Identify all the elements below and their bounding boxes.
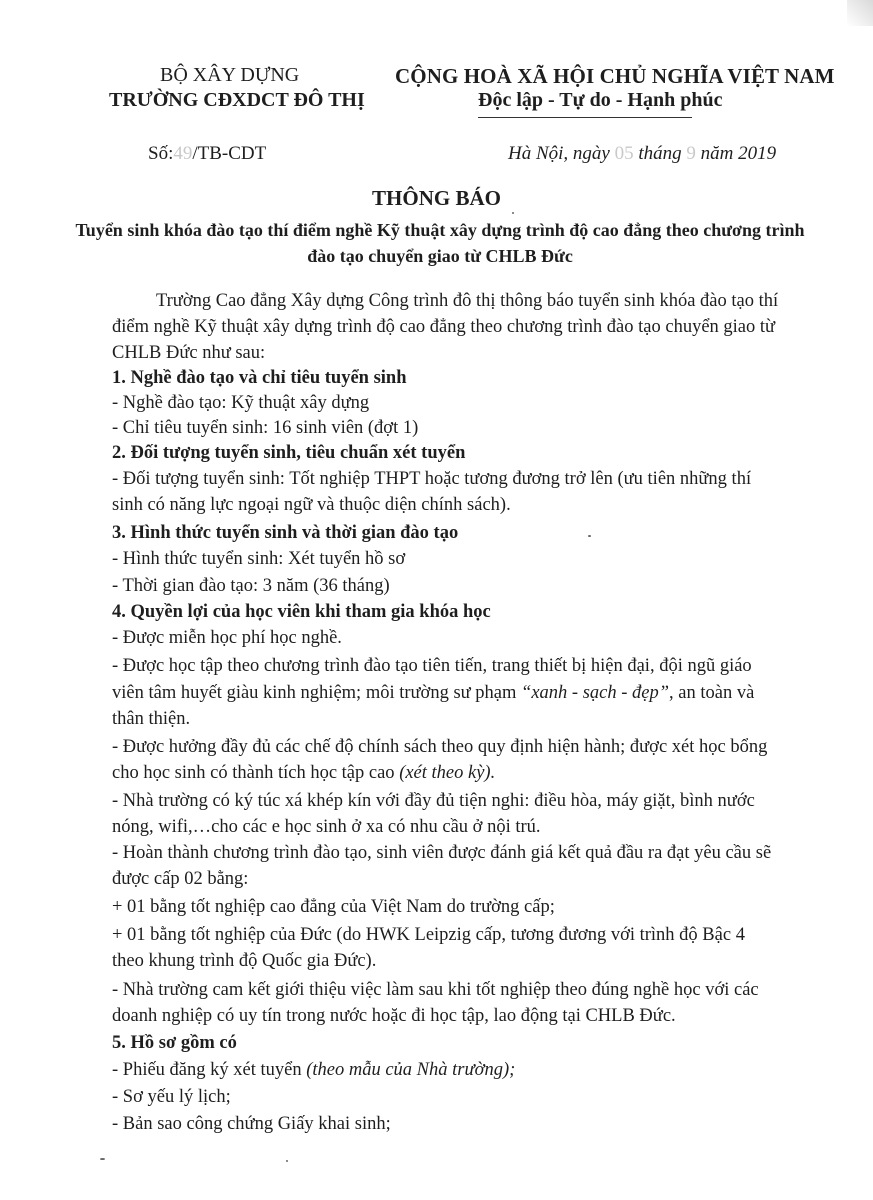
- body-line: nóng, wifi,…cho các e học sinh ở xa có nhu cầu ở nội trú.: [112, 817, 541, 837]
- intro-line: điểm nghề Kỹ thuật xây dựng trình độ cao đẳng theo chương trình đào tạo chuyển giao từ: [112, 317, 776, 337]
- body-line: sinh có năng lực ngoại ngữ và thuộc diện chính sách).: [112, 495, 511, 515]
- intro-line: CHLB Đức như sau:: [112, 343, 266, 363]
- doc-no-suffix: /TB-CDT: [192, 143, 267, 164]
- school-name: TRƯỜNG CĐXDCT ĐÔ THỊ: [109, 89, 365, 111]
- body-line: thân thiện.: [112, 709, 191, 729]
- body-line: - Thời gian đào tạo: 3 năm (36 tháng): [112, 576, 390, 596]
- slogan-text: “xanh - sạch - đẹp”: [521, 683, 670, 703]
- national-motto: Độc lập - Tự do - Hạnh phúc: [478, 89, 723, 111]
- body-line: theo khung trình độ Quốc gia Đức).: [112, 951, 377, 971]
- date-day: 05: [614, 143, 634, 164]
- date-year: năm 2019: [700, 143, 777, 164]
- body-line: [112, 763, 495, 784]
- date-prefix: Hà Nội, ngày: [508, 143, 610, 164]
- body-line: - Đối tượng tuyển sinh: Tốt nghiệp THPT hoặc tương đương trở lên (ưu tiên những thí: [112, 469, 752, 489]
- body-line: - Được hưởng đầy đủ các chế độ chính sách theo quy định hiện hành; được xét học bổng: [112, 737, 768, 757]
- scan-speck: [100, 1158, 105, 1160]
- text-run: - Phiếu đăng ký xét tuyển: [112, 1060, 307, 1080]
- body-line: [112, 1060, 515, 1081]
- scan-speck: [512, 212, 514, 214]
- body-line: được cấp 02 bằng:: [112, 869, 249, 889]
- body-line: - Hoàn thành chương trình đào tạo, sinh viên được đánh giá kết quả đầu ra đạt yêu cầu sẽ: [112, 843, 772, 863]
- document-number: [148, 143, 266, 165]
- date-line: [508, 143, 776, 165]
- section-heading: 4. Quyền lợi của học viên khi tham gia khóa học: [112, 602, 491, 622]
- body-line: - Hình thức tuyển sinh: Xét tuyển hồ sơ: [112, 549, 406, 569]
- italic-note: (theo mẫu của Nhà trường);: [306, 1060, 516, 1080]
- text-run: , an toàn và: [669, 683, 755, 703]
- text-run: viên tâm huyết giàu kinh nghiệm; môi trường sư phạm: [112, 683, 522, 703]
- doc-no-prefix: Số:: [148, 143, 174, 164]
- scan-speck: [286, 1160, 288, 1162]
- body-line: - Được học tập theo chương trình đào tạo tiên tiến, trang thiết bị hiện đại, đội ngũ giáo: [112, 656, 752, 676]
- section-heading: 3. Hình thức tuyển sinh và thời gian đào tạo: [112, 523, 459, 543]
- body-line: - Bản sao công chứng Giấy khai sinh;: [112, 1114, 391, 1134]
- section-heading: 1. Nghề đào tạo và chỉ tiêu tuyển sinh: [112, 368, 407, 388]
- body-line: doanh nghiệp có uy tín trong nước hoặc đi học tập, lao động tại CHLB Đức.: [112, 1006, 676, 1026]
- text-run: cho học sinh có thành tích học tập cao: [112, 763, 400, 783]
- italic-note: (xét theo kỳ).: [399, 763, 496, 783]
- document-title: THÔNG BÁO: [372, 186, 501, 210]
- ministry-name: BỘ XÂY DỰNG: [160, 64, 300, 86]
- doc-no-value: 49: [173, 143, 193, 164]
- body-line: - Nhà trường cam kết giới thiệu việc làm sau khi tốt nghiệp theo đúng nghề học với các: [112, 980, 759, 1000]
- country-name: CỘNG HOÀ XÃ HỘI CHỦ NGHĨA VIỆT NAM: [395, 64, 835, 88]
- body-line: - Sơ yếu lý lịch;: [112, 1087, 231, 1107]
- intro-line: Trường Cao đẳng Xây dựng Công trình đô thị thông báo tuyển sinh khóa đào tạo thí: [156, 291, 779, 311]
- date-month: 9: [686, 143, 696, 164]
- body-line: - Nghề đào tạo: Kỹ thuật xây dựng: [112, 393, 370, 413]
- document-subtitle: Tuyển sinh khóa đào tạo thí điểm nghề Kỹ thuật xây dựng trình độ cao đẳng theo chương trình đào tạo chuyển giao từ CHLB Đức: [75, 220, 805, 266]
- scan-corner-shadow: [847, 0, 873, 26]
- date-month-label: tháng: [638, 143, 682, 164]
- motto-underline: [478, 117, 692, 118]
- scan-speck: [588, 535, 591, 537]
- section-heading: 5. Hồ sơ gồm có: [112, 1033, 237, 1053]
- body-line: [112, 683, 754, 704]
- body-line: - Được miễn học phí học nghề.: [112, 628, 342, 648]
- body-line: - Chỉ tiêu tuyển sinh: 16 sinh viên (đợt 1): [112, 418, 419, 438]
- body-line: + 01 bằng tốt nghiệp của Đức (do HWK Leipzig cấp, tương đương với trình độ Bậc 4: [112, 925, 745, 945]
- body-line: - Nhà trường có ký túc xá khép kín với đầy đủ tiện nghi: điều hòa, máy giặt, bình nước: [112, 791, 755, 811]
- section-heading: 2. Đối tượng tuyển sinh, tiêu chuẩn xét tuyển: [112, 443, 466, 463]
- body-line: + 01 bằng tốt nghiệp cao đẳng của Việt Nam do trường cấp;: [112, 897, 555, 917]
